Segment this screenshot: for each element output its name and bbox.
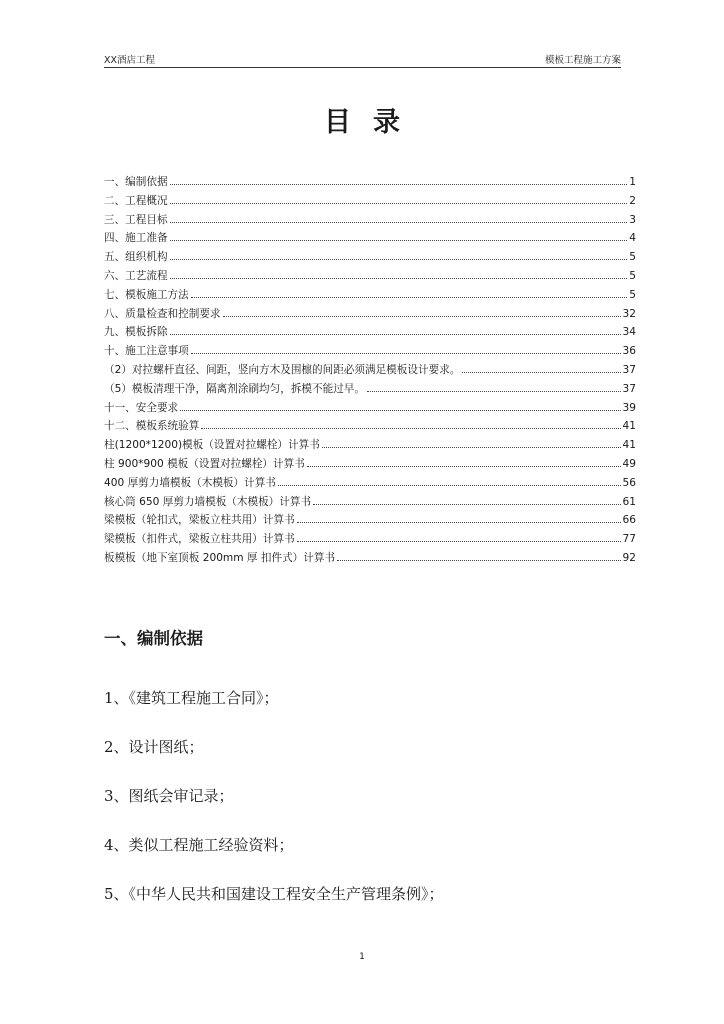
toc-entry-title: 一、编制依据 (104, 176, 168, 188)
toc-entry-page: 5 (629, 288, 636, 301)
basis-item: 4、类似工程施工经验资料； (104, 836, 294, 854)
toc-entry-title: （2）对拉螺杆直径、间距，竖向方木及围檩的间距必须满足模板设计要求。 (104, 363, 461, 376)
toc-entry-page: 3 (629, 213, 636, 226)
toc-entry[interactable] (104, 456, 636, 475)
toc-entry[interactable] (104, 400, 636, 419)
toc-dot-leader (180, 410, 620, 411)
toc-entry[interactable] (104, 437, 636, 456)
toc-entry-title: 梁模板（扣件式，梁板立柱共用）计算书 (104, 533, 295, 546)
toc-entry-page: 5 (629, 251, 636, 264)
toc-entry-page: 77 (622, 533, 636, 546)
toc-entry-title: 九、模板拆除 (104, 326, 168, 339)
toc-entry-title: 二、工程概况 (104, 194, 168, 207)
toc-entry-page: 36 (622, 345, 636, 358)
toc-dot-leader (322, 447, 621, 448)
toc-dot-leader (191, 353, 621, 354)
toc-entry-page: 37 (622, 363, 636, 376)
toc-entry-page: 4 (629, 232, 636, 245)
toc-entry-page: 41 (622, 439, 636, 452)
toc-entry[interactable] (104, 306, 636, 325)
toc-dot-leader (462, 372, 620, 373)
toc-entry[interactable] (104, 212, 636, 231)
toc-dot-leader (170, 203, 628, 204)
toc-entry-page: 92 (622, 551, 636, 564)
toc-entry-title: 七、模板施工方法 (104, 288, 189, 301)
toc-entry[interactable] (104, 494, 636, 513)
toc-entry[interactable] (104, 362, 636, 381)
basis-item: 5、《中华人民共和国建设工程安全生产管理条例》； (104, 885, 444, 903)
toc-entry-page: 5 (629, 269, 636, 282)
toc-entry-page: 39 (622, 401, 636, 414)
toc-entry[interactable] (104, 381, 636, 400)
toc-title: 目录 (324, 107, 422, 138)
toc-entry-page: 37 (622, 382, 636, 395)
toc-entry[interactable] (104, 512, 636, 531)
toc-entry[interactable] (104, 249, 636, 268)
toc-entry[interactable] (104, 324, 636, 343)
toc-entry-page: 32 (622, 307, 636, 320)
toc-entry-title: 六、工艺流程 (104, 269, 168, 282)
toc-entry-title: 板模板（地下室顶板 200mm 厚 扣件式）计算书 (104, 551, 336, 564)
toc-dot-leader (170, 334, 621, 335)
basis-item: 1、《建筑工程施工合同》； (104, 689, 279, 707)
toc-dot-leader (170, 222, 628, 223)
header-left-text: XX酒店工程 (104, 55, 156, 66)
toc-entry-page: 61 (622, 495, 636, 508)
toc-entry-title: 十一、安全要求 (104, 401, 179, 414)
toc-dot-leader (170, 240, 628, 241)
toc-dot-leader (307, 466, 621, 467)
toc-entry-page: 34 (622, 326, 636, 339)
toc-entry-page: 49 (622, 457, 636, 470)
toc-entry[interactable] (104, 230, 636, 249)
toc-entry-title: （5）模板清理干净，隔离剂涂刷均匀，拆模不能过早。 (104, 382, 365, 395)
toc-entry-title: 十二、模板系统验算 (104, 420, 200, 433)
toc-dot-leader (337, 560, 620, 561)
toc-entry[interactable] (104, 475, 636, 494)
toc-dot-leader (201, 428, 620, 429)
toc-entry[interactable] (104, 418, 636, 437)
toc-entry[interactable] (104, 174, 636, 193)
toc-entry-page: 66 (622, 514, 636, 527)
toc-dot-leader (278, 485, 621, 486)
toc-entry-title: 核心筒 650 厚剪力墙模板（木模板）计算书 (104, 495, 312, 508)
toc-entry-page: 1 (629, 176, 636, 188)
header-right-text: 模板工程施工方案 (544, 55, 621, 66)
toc-dot-leader (313, 504, 620, 505)
toc-entry[interactable] (104, 193, 636, 212)
toc-dot-leader (223, 316, 621, 317)
toc-entry-page: 2 (629, 194, 636, 207)
toc-entry-title: 八、质量检查和控制要求 (104, 307, 221, 320)
table-of-contents (104, 174, 636, 569)
toc-entry-title: 五、组织机构 (104, 251, 168, 264)
toc-entry[interactable] (104, 343, 636, 362)
toc-entry-title: 柱 900*900 模板（设置对拉螺栓）计算书 (104, 457, 305, 470)
toc-entry-title: 柱(1200*1200)模板（设置对拉螺栓）计算书 (104, 439, 320, 452)
toc-entry-title: 三、工程目标 (104, 213, 168, 226)
toc-entry[interactable] (104, 550, 636, 569)
toc-entry-title: 十、施工注意事项 (104, 345, 189, 358)
toc-entry-title: 四、施工准备 (104, 232, 168, 245)
toc-dot-leader (297, 541, 621, 542)
toc-entry-title: 梁模板（轮扣式，梁板立柱共用）计算书 (104, 514, 295, 527)
toc-entry-page: 56 (622, 476, 636, 489)
toc-entry[interactable] (104, 287, 636, 306)
toc-entry[interactable] (104, 268, 636, 287)
basis-list (104, 688, 444, 933)
toc-dot-leader (191, 297, 628, 298)
toc-dot-leader (170, 184, 628, 185)
toc-entry-page: 41 (622, 420, 636, 433)
page-header (104, 52, 621, 68)
toc-entry[interactable] (104, 531, 636, 550)
toc-entry-title: 400 厚剪力墙模板（木模板）计算书 (104, 476, 276, 489)
toc-dot-leader (367, 391, 621, 392)
toc-dot-leader (170, 278, 628, 279)
basis-item: 3、图纸会审记录； (104, 787, 234, 805)
basis-item: 2、设计图纸； (104, 738, 204, 756)
toc-dot-leader (297, 522, 621, 523)
section-heading: 一、编制依据 (104, 629, 203, 648)
page-number: 1 (359, 952, 365, 962)
toc-dot-leader (170, 259, 628, 260)
